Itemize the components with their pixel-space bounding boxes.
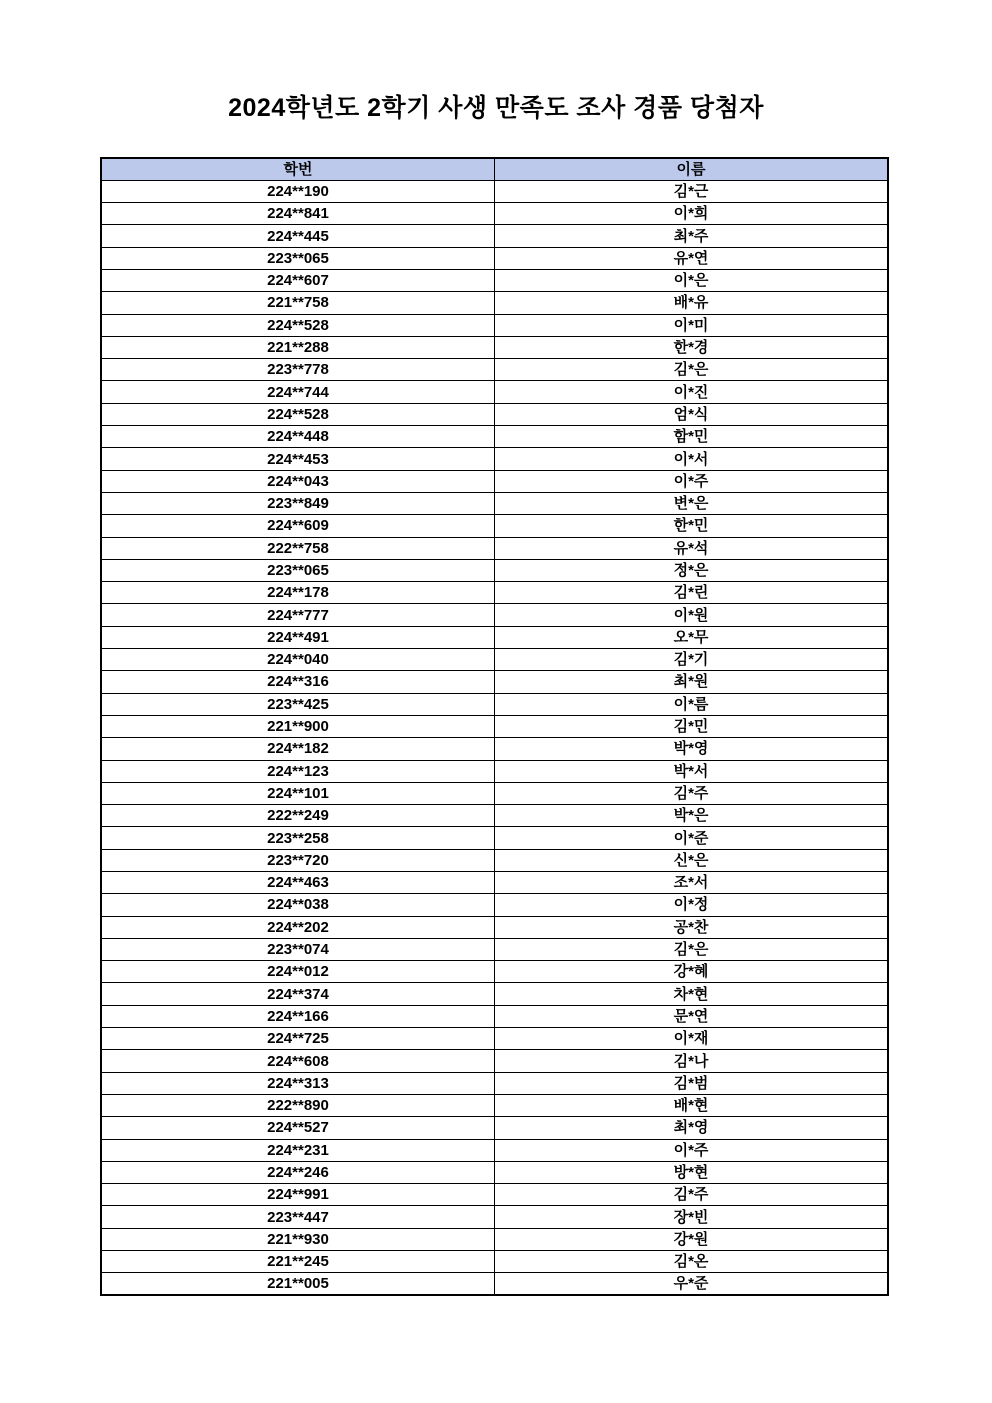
student-id-cell: 223**720 [101,849,495,871]
student-id-cell: 224**608 [101,1050,495,1072]
name-cell: 한*민 [495,515,889,537]
name-cell: 이*름 [495,693,889,715]
table-row [101,203,888,225]
student-id-cell: 223**425 [101,693,495,715]
student-id-cell: 224**231 [101,1139,495,1161]
table-row [101,916,888,938]
table-row [101,225,888,247]
student-id-cell: 221**900 [101,715,495,737]
student-id-cell: 224**012 [101,961,495,983]
table-row [101,1184,888,1206]
name-cell: 차*현 [495,983,889,1005]
student-id-cell: 224**182 [101,738,495,760]
name-cell: 한*경 [495,336,889,358]
name-cell: 배*현 [495,1094,889,1116]
table-row [101,470,888,492]
name-cell: 우*준 [495,1273,889,1295]
table-row [101,426,888,448]
name-cell: 신*은 [495,849,889,871]
name-cell: 김*온 [495,1251,889,1273]
name-cell: 박*서 [495,760,889,782]
name-cell: 이*미 [495,314,889,336]
table-row [101,359,888,381]
name-cell: 최*주 [495,225,889,247]
student-id-cell: 222**890 [101,1094,495,1116]
table-row [101,849,888,871]
table-row [101,1050,888,1072]
table-row [101,938,888,960]
table-row [101,269,888,291]
student-id-cell: 224**313 [101,1072,495,1094]
table-row [101,1028,888,1050]
student-id-cell: 224**777 [101,604,495,626]
name-cell: 조*서 [495,872,889,894]
name-cell: 엄*식 [495,403,889,425]
name-cell: 변*은 [495,492,889,514]
table-row [101,1206,888,1228]
student-id-cell: 224**528 [101,314,495,336]
table-row [101,894,888,916]
name-cell: 김*주 [495,782,889,804]
student-id-cell: 224**038 [101,894,495,916]
name-cell: 박*은 [495,805,889,827]
table-row [101,827,888,849]
table-row [101,1072,888,1094]
name-cell: 문*연 [495,1005,889,1027]
table-row [101,649,888,671]
table-row [101,738,888,760]
table-row [101,782,888,804]
name-cell: 이*주 [495,1139,889,1161]
name-cell: 최*원 [495,671,889,693]
student-id-cell: 224**043 [101,470,495,492]
student-id-cell: 224**445 [101,225,495,247]
name-cell: 공*찬 [495,916,889,938]
table-row [101,559,888,581]
student-id-cell: 224**123 [101,760,495,782]
table-row [101,604,888,626]
student-id-cell: 224**246 [101,1161,495,1183]
name-cell: 이*주 [495,470,889,492]
student-id-cell: 221**930 [101,1228,495,1250]
table-row [101,292,888,314]
student-id-cell: 221**245 [101,1251,495,1273]
name-cell: 김*나 [495,1050,889,1072]
name-cell: 이*원 [495,604,889,626]
name-cell: 김*주 [495,1184,889,1206]
student-id-cell: 223**778 [101,359,495,381]
table-row [101,693,888,715]
student-id-cell: 224**448 [101,426,495,448]
student-id-cell: 223**065 [101,559,495,581]
table-row [101,314,888,336]
name-cell: 이*재 [495,1028,889,1050]
student-id-cell: 224**178 [101,582,495,604]
name-cell: 유*석 [495,537,889,559]
student-id-cell: 224**527 [101,1117,495,1139]
student-id-cell: 224**607 [101,269,495,291]
winners-table-body [101,180,888,1295]
table-row [101,515,888,537]
student-id-cell: 224**101 [101,782,495,804]
student-id-cell: 224**374 [101,983,495,1005]
student-id-cell: 223**849 [101,492,495,514]
student-id-cell: 224**725 [101,1028,495,1050]
table-row [101,1094,888,1116]
page-title: 2024학년도 2학기 사생 만족도 조사 경품 당첨자 [228,94,764,122]
student-id-cell: 224**453 [101,448,495,470]
student-id-cell: 221**288 [101,336,495,358]
name-cell: 강*혜 [495,961,889,983]
table-row [101,537,888,559]
student-id-cell: 224**744 [101,381,495,403]
winners-table [100,157,889,1296]
name-cell: 김*민 [495,715,889,737]
table-row [101,582,888,604]
table-row [101,1005,888,1027]
table-row [101,1273,888,1295]
student-id-cell: 224**491 [101,626,495,648]
table-row [101,247,888,269]
name-cell: 유*연 [495,247,889,269]
table-row [101,1251,888,1273]
table-row [101,715,888,737]
student-id-cell: 224**202 [101,916,495,938]
column-header-student-id: 학번 [101,158,495,180]
student-id-cell: 223**074 [101,938,495,960]
student-id-cell: 224**841 [101,203,495,225]
name-cell: 이*정 [495,894,889,916]
table-row [101,671,888,693]
name-cell: 강*원 [495,1228,889,1250]
table-row [101,492,888,514]
student-id-cell: 224**316 [101,671,495,693]
name-cell: 김*범 [495,1072,889,1094]
table-row [101,1139,888,1161]
student-id-cell: 223**065 [101,247,495,269]
name-cell: 배*유 [495,292,889,314]
name-cell: 함*민 [495,426,889,448]
name-cell: 방*현 [495,1161,889,1183]
column-header-name: 이름 [495,158,889,180]
student-id-cell: 224**463 [101,872,495,894]
table-row [101,1117,888,1139]
student-id-cell: 221**758 [101,292,495,314]
name-cell: 김*은 [495,938,889,960]
name-cell: 이*진 [495,381,889,403]
table-row [101,961,888,983]
name-cell: 최*영 [495,1117,889,1139]
table-header-row [101,158,888,180]
table-row [101,805,888,827]
name-cell: 김*기 [495,649,889,671]
table-row [101,448,888,470]
student-id-cell: 224**609 [101,515,495,537]
name-cell: 김*근 [495,180,889,202]
name-cell: 김*린 [495,582,889,604]
student-id-cell: 221**005 [101,1273,495,1295]
student-id-cell: 224**166 [101,1005,495,1027]
table-row [101,626,888,648]
student-id-cell: 224**991 [101,1184,495,1206]
name-cell: 정*은 [495,559,889,581]
table-row [101,1228,888,1250]
name-cell: 이*준 [495,827,889,849]
student-id-cell: 224**190 [101,180,495,202]
name-cell: 김*은 [495,359,889,381]
student-id-cell: 223**447 [101,1206,495,1228]
student-id-cell: 223**258 [101,827,495,849]
table-row [101,872,888,894]
name-cell: 이*희 [495,203,889,225]
table-row [101,760,888,782]
table-row [101,1161,888,1183]
table-row [101,381,888,403]
name-cell: 이*은 [495,269,889,291]
student-id-cell: 224**528 [101,403,495,425]
student-id-cell: 222**249 [101,805,495,827]
table-row [101,403,888,425]
student-id-cell: 224**040 [101,649,495,671]
name-cell: 이*서 [495,448,889,470]
student-id-cell: 222**758 [101,537,495,559]
table-row [101,983,888,1005]
name-cell: 박*영 [495,738,889,760]
table-row [101,180,888,202]
name-cell: 장*빈 [495,1206,889,1228]
table-row [101,336,888,358]
name-cell: 오*무 [495,626,889,648]
